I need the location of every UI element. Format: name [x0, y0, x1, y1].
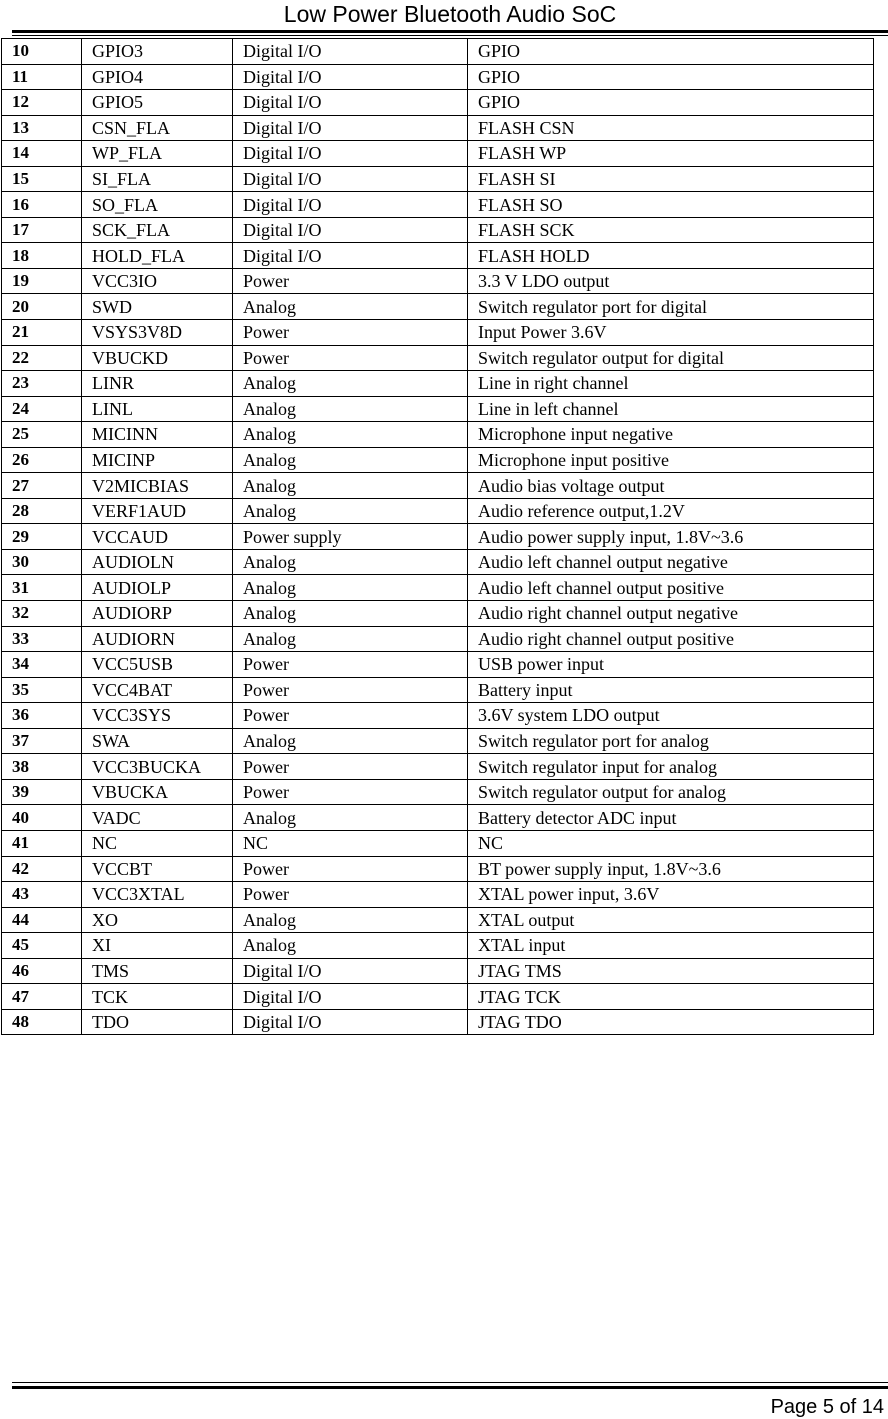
- footer-rule-thin: [12, 1382, 888, 1383]
- table-row: [2, 320, 874, 346]
- pin-name-cell: TDO: [82, 1009, 233, 1035]
- table-row: [2, 141, 874, 167]
- pin-type-cell: Digital I/O: [233, 39, 468, 65]
- pin-name-cell: VCCAUD: [82, 524, 233, 550]
- pin-number-cell: 33: [2, 626, 82, 652]
- pin-name-cell: VCC3SYS: [82, 703, 233, 729]
- table-row: [2, 754, 874, 780]
- table-row: [2, 882, 874, 908]
- table-row: [2, 958, 874, 984]
- table-row: [2, 805, 874, 831]
- pin-type-cell: Digital I/O: [233, 64, 468, 90]
- pin-type-cell: Digital I/O: [233, 1009, 468, 1035]
- pin-type-cell: Power: [233, 856, 468, 882]
- pin-number-cell: 26: [2, 447, 82, 473]
- pin-type-cell: Digital I/O: [233, 166, 468, 192]
- pin-description-cell: Audio right channel output negative: [468, 601, 874, 627]
- pin-type-cell: Power: [233, 779, 468, 805]
- pin-name-cell: VBUCKD: [82, 345, 233, 371]
- page-number: Page 5 of 14: [770, 1396, 884, 1418]
- pin-type-cell: Power: [233, 268, 468, 294]
- pin-name-cell: TMS: [82, 958, 233, 984]
- pin-number-cell: 39: [2, 779, 82, 805]
- pin-description-cell: 3.6V system LDO output: [468, 703, 874, 729]
- pin-name-cell: XO: [82, 907, 233, 933]
- pin-number-cell: 22: [2, 345, 82, 371]
- pin-name-cell: VCC3IO: [82, 268, 233, 294]
- pin-type-cell: Digital I/O: [233, 141, 468, 167]
- pin-type-cell: Analog: [233, 907, 468, 933]
- pin-type-cell: Digital I/O: [233, 243, 468, 269]
- pin-type-cell: Analog: [233, 473, 468, 499]
- table-row: [2, 473, 874, 499]
- pin-number-cell: 27: [2, 473, 82, 499]
- table-row: [2, 703, 874, 729]
- pin-number-cell: 31: [2, 575, 82, 601]
- pin-number-cell: 41: [2, 830, 82, 856]
- pin-description-cell: XTAL power input, 3.6V: [468, 882, 874, 908]
- pin-number-cell: 40: [2, 805, 82, 831]
- pin-number-cell: 23: [2, 371, 82, 397]
- pin-description-cell: 3.3 V LDO output: [468, 268, 874, 294]
- pin-description-cell: Audio left channel output negative: [468, 549, 874, 575]
- pin-type-cell: Analog: [233, 601, 468, 627]
- pin-type-cell: Analog: [233, 447, 468, 473]
- pin-number-cell: 21: [2, 320, 82, 346]
- pin-type-cell: Analog: [233, 728, 468, 754]
- pin-description-cell: Audio bias voltage output: [468, 473, 874, 499]
- pin-name-cell: SWA: [82, 728, 233, 754]
- pin-name-cell: GPIO5: [82, 90, 233, 116]
- pin-description-cell: Audio left channel output positive: [468, 575, 874, 601]
- pin-name-cell: AUDIORN: [82, 626, 233, 652]
- pin-description-cell: Audio reference output,1.2V: [468, 498, 874, 524]
- pin-number-cell: 34: [2, 652, 82, 678]
- pin-type-cell: Digital I/O: [233, 958, 468, 984]
- pin-number-cell: 15: [2, 166, 82, 192]
- pin-type-cell: Digital I/O: [233, 115, 468, 141]
- pin-description-cell: USB power input: [468, 652, 874, 678]
- table-row: [2, 907, 874, 933]
- pin-number-cell: 47: [2, 984, 82, 1010]
- pin-description-cell: Microphone input positive: [468, 447, 874, 473]
- pin-description-cell: NC: [468, 830, 874, 856]
- pin-name-cell: VERF1AUD: [82, 498, 233, 524]
- pin-number-cell: 18: [2, 243, 82, 269]
- pin-number-cell: 46: [2, 958, 82, 984]
- table-row: [2, 830, 874, 856]
- pin-name-cell: VCC3BUCKA: [82, 754, 233, 780]
- pin-type-cell: Analog: [233, 549, 468, 575]
- pin-description-cell: Switch regulator port for digital: [468, 294, 874, 320]
- pin-type-cell: Analog: [233, 396, 468, 422]
- table-row: [2, 575, 874, 601]
- table-row: [2, 498, 874, 524]
- pin-name-cell: LINL: [82, 396, 233, 422]
- pin-type-cell: Power: [233, 320, 468, 346]
- table-row: [2, 984, 874, 1010]
- pin-description-cell: FLASH SO: [468, 192, 874, 218]
- table-row: [2, 626, 874, 652]
- table-row: [2, 294, 874, 320]
- table-row: [2, 396, 874, 422]
- pin-number-cell: 19: [2, 268, 82, 294]
- header-rule-thick: [12, 30, 888, 33]
- table-row: [2, 90, 874, 116]
- pin-description-cell: Battery detector ADC input: [468, 805, 874, 831]
- pin-number-cell: 11: [2, 64, 82, 90]
- pin-name-cell: XI: [82, 933, 233, 959]
- table-row: [2, 1009, 874, 1035]
- pin-name-cell: SI_FLA: [82, 166, 233, 192]
- pin-name-cell: VCC4BAT: [82, 677, 233, 703]
- pin-description-cell: GPIO: [468, 64, 874, 90]
- pin-number-cell: 44: [2, 907, 82, 933]
- pin-description-cell: JTAG TMS: [468, 958, 874, 984]
- pin-name-cell: WP_FLA: [82, 141, 233, 167]
- pin-description-cell: FLASH SCK: [468, 217, 874, 243]
- pin-name-cell: AUDIORP: [82, 601, 233, 627]
- pin-type-cell: Digital I/O: [233, 192, 468, 218]
- pin-description-cell: Audio power supply input, 1.8V~3.6: [468, 524, 874, 550]
- pin-name-cell: HOLD_FLA: [82, 243, 233, 269]
- pin-number-cell: 10: [2, 39, 82, 65]
- pin-description-cell: XTAL input: [468, 933, 874, 959]
- pin-number-cell: 13: [2, 115, 82, 141]
- pin-type-cell: Digital I/O: [233, 984, 468, 1010]
- pin-number-cell: 29: [2, 524, 82, 550]
- pin-number-cell: 25: [2, 422, 82, 448]
- pin-number-cell: 35: [2, 677, 82, 703]
- pin-number-cell: 16: [2, 192, 82, 218]
- table-row: [2, 268, 874, 294]
- pin-table-body: [2, 39, 874, 1035]
- pin-description-cell: Switch regulator output for analog: [468, 779, 874, 805]
- pin-type-cell: Analog: [233, 498, 468, 524]
- pin-description-cell: Switch regulator output for digital: [468, 345, 874, 371]
- pin-description-cell: BT power supply input, 1.8V~3.6: [468, 856, 874, 882]
- pin-name-cell: VCCBT: [82, 856, 233, 882]
- pin-number-cell: 17: [2, 217, 82, 243]
- pin-description-cell: FLASH SI: [468, 166, 874, 192]
- pin-name-cell: GPIO4: [82, 64, 233, 90]
- pin-type-cell: Analog: [233, 575, 468, 601]
- pin-type-cell: NC: [233, 830, 468, 856]
- pin-type-cell: Analog: [233, 294, 468, 320]
- pin-type-cell: Power: [233, 345, 468, 371]
- pin-name-cell: VBUCKA: [82, 779, 233, 805]
- pin-type-cell: Power supply: [233, 524, 468, 550]
- pin-number-cell: 42: [2, 856, 82, 882]
- table-row: [2, 728, 874, 754]
- pin-name-cell: SCK_FLA: [82, 217, 233, 243]
- pin-description-cell: GPIO: [468, 39, 874, 65]
- table-row: [2, 192, 874, 218]
- pin-description-cell: JTAG TCK: [468, 984, 874, 1010]
- pin-description-table: [1, 38, 874, 1035]
- pin-type-cell: Analog: [233, 626, 468, 652]
- pin-name-cell: MICINP: [82, 447, 233, 473]
- pin-type-cell: Analog: [233, 371, 468, 397]
- pin-name-cell: VCC3XTAL: [82, 882, 233, 908]
- table-row: [2, 217, 874, 243]
- table-row: [2, 371, 874, 397]
- pin-number-cell: 37: [2, 728, 82, 754]
- table-row: [2, 345, 874, 371]
- pin-number-cell: 30: [2, 549, 82, 575]
- table-row: [2, 524, 874, 550]
- pin-type-cell: Analog: [233, 422, 468, 448]
- pin-name-cell: CSN_FLA: [82, 115, 233, 141]
- pin-number-cell: 20: [2, 294, 82, 320]
- pin-name-cell: SO_FLA: [82, 192, 233, 218]
- pin-number-cell: 38: [2, 754, 82, 780]
- table-row: [2, 166, 874, 192]
- pin-type-cell: Power: [233, 882, 468, 908]
- pin-type-cell: Digital I/O: [233, 90, 468, 116]
- pin-type-cell: Power: [233, 754, 468, 780]
- footer-rule-thick: [12, 1386, 888, 1389]
- pin-name-cell: VCC5USB: [82, 652, 233, 678]
- pin-type-cell: Analog: [233, 805, 468, 831]
- pin-description-cell: Line in right channel: [468, 371, 874, 397]
- pin-description-cell: Battery input: [468, 677, 874, 703]
- pin-description-cell: Switch regulator port for analog: [468, 728, 874, 754]
- pin-number-cell: 28: [2, 498, 82, 524]
- table-row: [2, 652, 874, 678]
- pin-number-cell: 24: [2, 396, 82, 422]
- pin-number-cell: 14: [2, 141, 82, 167]
- pin-name-cell: AUDIOLN: [82, 549, 233, 575]
- pin-number-cell: 36: [2, 703, 82, 729]
- table-row: [2, 601, 874, 627]
- pin-name-cell: AUDIOLP: [82, 575, 233, 601]
- pin-description-cell: GPIO: [468, 90, 874, 116]
- table-row: [2, 549, 874, 575]
- pin-number-cell: 12: [2, 90, 82, 116]
- pin-number-cell: 32: [2, 601, 82, 627]
- pin-name-cell: GPIO3: [82, 39, 233, 65]
- pin-name-cell: VSYS3V8D: [82, 320, 233, 346]
- table-row: [2, 115, 874, 141]
- pin-name-cell: SWD: [82, 294, 233, 320]
- pin-description-cell: Input Power 3.6V: [468, 320, 874, 346]
- pin-description-cell: Line in left channel: [468, 396, 874, 422]
- pin-type-cell: Digital I/O: [233, 217, 468, 243]
- table-row: [2, 243, 874, 269]
- pin-type-cell: Power: [233, 652, 468, 678]
- pin-name-cell: V2MICBIAS: [82, 473, 233, 499]
- table-row: [2, 933, 874, 959]
- pin-number-cell: 43: [2, 882, 82, 908]
- table-row: [2, 677, 874, 703]
- pin-name-cell: NC: [82, 830, 233, 856]
- pin-name-cell: VADC: [82, 805, 233, 831]
- pin-description-cell: FLASH WP: [468, 141, 874, 167]
- pin-type-cell: Analog: [233, 933, 468, 959]
- header-rule-thin: [12, 35, 888, 36]
- table-row: [2, 779, 874, 805]
- pin-number-cell: 48: [2, 1009, 82, 1035]
- pin-description-cell: Switch regulator input for analog: [468, 754, 874, 780]
- pin-description-cell: Audio right channel output positive: [468, 626, 874, 652]
- table-row: [2, 39, 874, 65]
- table-row: [2, 64, 874, 90]
- pin-name-cell: MICINN: [82, 422, 233, 448]
- table-row: [2, 422, 874, 448]
- pin-name-cell: LINR: [82, 371, 233, 397]
- pin-description-cell: XTAL output: [468, 907, 874, 933]
- pin-type-cell: Power: [233, 703, 468, 729]
- pin-description-cell: JTAG TDO: [468, 1009, 874, 1035]
- pin-description-cell: FLASH HOLD: [468, 243, 874, 269]
- pin-description-cell: Microphone input negative: [468, 422, 874, 448]
- pin-name-cell: TCK: [82, 984, 233, 1010]
- table-row: [2, 447, 874, 473]
- document-header-title: Low Power Bluetooth Audio SoC: [283, 1, 617, 27]
- pin-description-cell: FLASH CSN: [468, 115, 874, 141]
- pin-type-cell: Power: [233, 677, 468, 703]
- pin-number-cell: 45: [2, 933, 82, 959]
- table-row: [2, 856, 874, 882]
